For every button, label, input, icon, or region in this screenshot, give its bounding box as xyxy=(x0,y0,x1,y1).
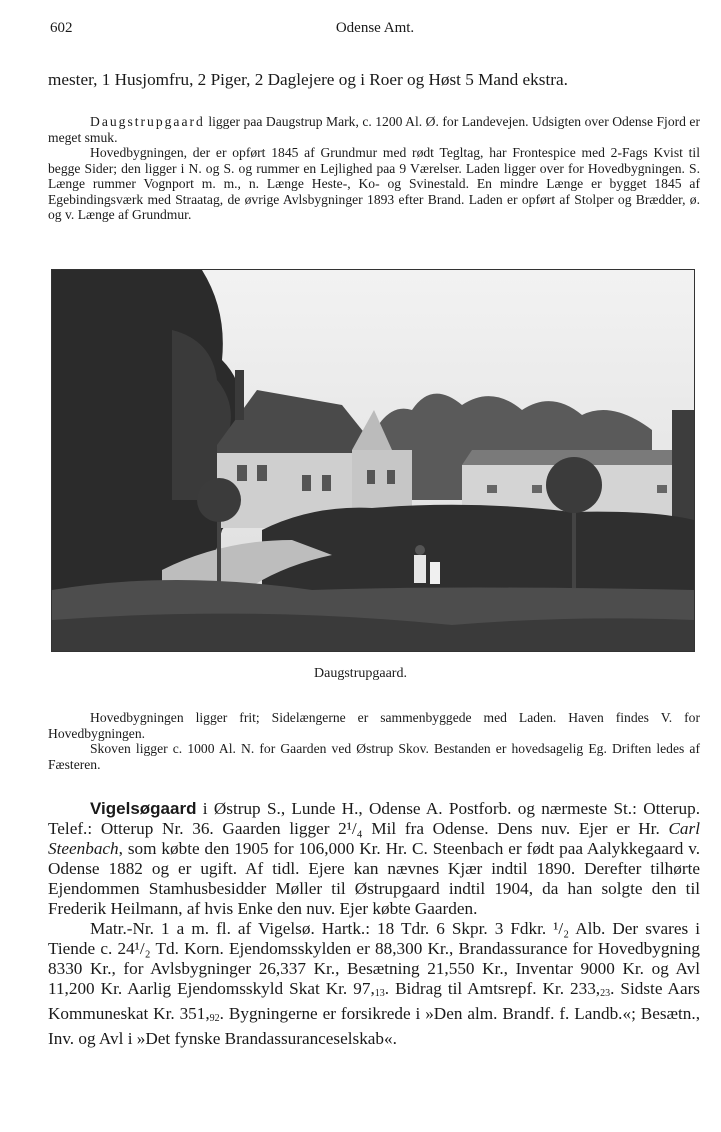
farmhouse-photo-illustration xyxy=(52,270,694,651)
vigelso-paragraph-2: Matr.-Nr. 1 a m. fl. af Vigelsø. Hartk.: 18 Tdr. 6 Skpr. 3 Fdkr. ¹/₂ Alb. Der svares i Tiende c. 24¹/₂ Td. Korn. Ejendomsskylden er 88,300 Kr., Brandassurance for Hovedbygning 8330 Kr., for Avlsbygninger 26,337 Kr., Besætning 21,550 Kr., Inventar 9000 Kr. og Avl 11,200 Kr. Aarlig Ejendomsskyld Skat Kr. $97,_{13}$. Bidrag til Amtsrepf. Kr. $233,_{23}$. Sidste Aars Kommuneskat Kr. $351,_{92}$. Bygningerne er forsikrede i »Den alm. Brandf. f. Landb.«; Besætn., Inv. og Avl i »Det fynske Brandassuranceselskab«. xyxy=(48,919,700,1048)
vigelso-paragraph-1: Vigelsøgaard i Østrup S., Lunde H., Odense A. Postforb. og nærmeste St.: Otterup. Telef.: Otterup Nr. 36. Gaarden ligger 2¹/₄ Mil fra Odense. Dens nuv. Ejer er Hr. Carl Steenbach, som købte den 1905 for 106,000 Kr. Hr. C. Steenbach er født paa Aalykkegaard v. Odense 1882 og er ugift. Af tidl. Ejere kan nævnes Kjær indtil 1890. Derefter tilhørte Ejendommen Stamhusbesidder Møller til Østrupgaard indtil 1904, da han solgte den til Frederik Heilmann, af hvis Enke den nuv. Ejer købte Gaarden. xyxy=(48,799,700,918)
vigelso-name: Vigelsøgaard xyxy=(90,799,197,818)
continued-paragraph: mester, 1 Husjomfru, 2 Piger, 2 Daglejere og i Roer og Høst 5 Mand ekstra. xyxy=(48,70,568,89)
details-paragraph-2: Skoven ligger c. 1000 Al. N. for Gaarden ved Østrup Skov. Bestanden er hovedsagelig Eg. Driften ledes af Fæsteren. xyxy=(48,741,700,772)
daugstrup-description xyxy=(48,114,700,223)
daugstrup-photo xyxy=(51,269,695,652)
owner-name: Carl Steenbach xyxy=(48,819,700,858)
details-paragraph-1: Hovedbygningen ligger frit; Sidelængerne er sammenbyggede med Laden. Haven findes V. for Hovedbygningen. xyxy=(48,710,700,741)
daugstrup-name: Daugstrupgaard xyxy=(90,114,205,129)
daugstrup-paragraph-2: Hovedbygningen, der er opført 1845 af Grundmur med rødt Tegltag, har Frontespice med 2-Fags Kvist til begge Sider; den ligger i N. og S. og rummer en Lejlighed paa 9 Værelser. Laden ligger over for Hovedbygningen. S. Længe rummer Vognport m. m., n. Længe Heste-, Ko- og Svinestald. En mindre Længe er bygget 1845 af Egebindingsværk med Straatag, de øvrige Avlsbygninger 1893 efter Brand. Laden er opført af Stolper og Brædder, ø. og v. Længe af Grundmur. xyxy=(48,145,700,222)
page-header xyxy=(50,20,700,40)
vigelso-entry xyxy=(48,799,700,1049)
page-number: 602 xyxy=(50,20,73,36)
daugstrup-details xyxy=(48,710,700,772)
running-title: Odense Amt. xyxy=(335,20,415,36)
daugstrup-paragraph-1: Daugstrupgaard ligger paa Daugstrup Mark, c. 1200 Al. Ø. for Landevejen. Udsigten over Odense Fjord er meget smuk. xyxy=(48,114,700,145)
photo-caption: Daugstrupgaard. xyxy=(314,666,407,681)
